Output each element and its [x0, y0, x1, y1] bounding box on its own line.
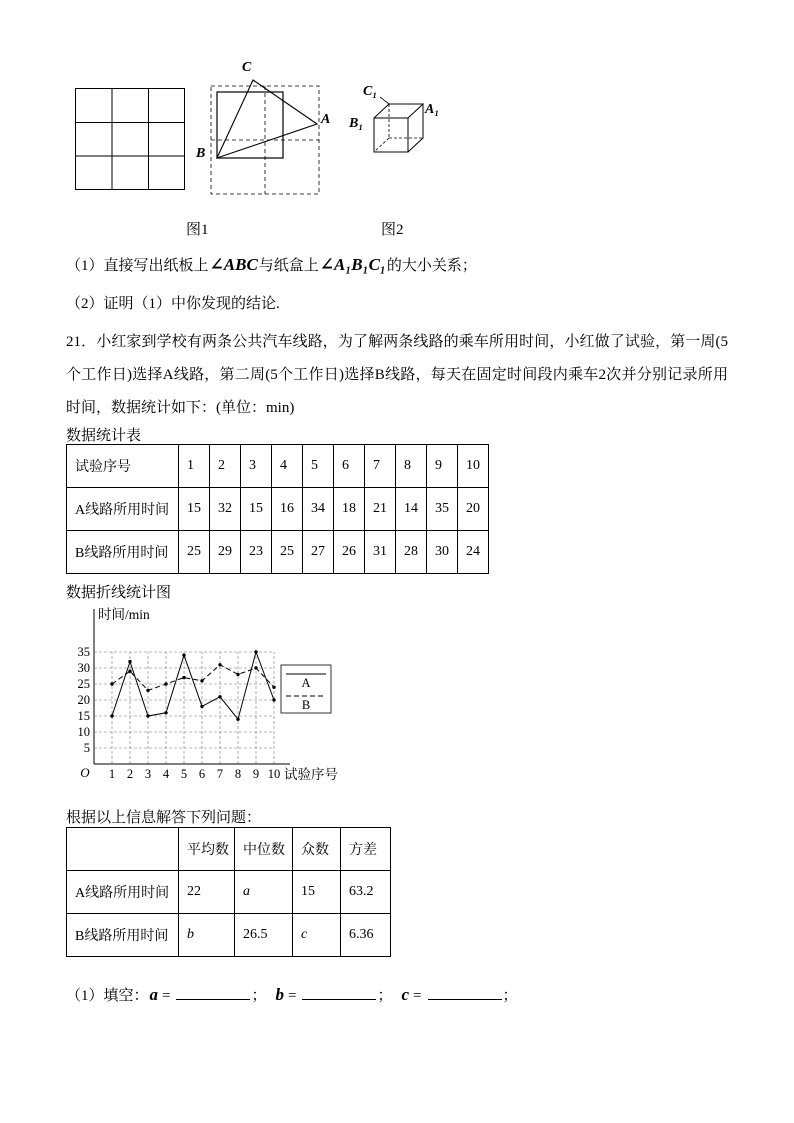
series-line-B — [112, 665, 274, 691]
value-cell: 25 — [179, 531, 210, 574]
followup-line: 根据以上信息解答下列问题： — [66, 810, 262, 826]
answer-blank-a — [176, 984, 250, 1000]
statistics-table-title: 数据统计表 — [66, 428, 142, 444]
figure2-caption: 图2 — [381, 222, 404, 238]
q1-middle: 与纸盒上 — [258, 258, 319, 274]
row-label-cell: 试验序号 — [67, 445, 179, 488]
separator-b: ； — [377, 988, 393, 1004]
y-tick-label: 5 — [83, 741, 90, 755]
x-tick-label: 10 — [267, 767, 281, 781]
value-cell: 14 — [396, 488, 427, 531]
data-point-B — [182, 676, 185, 679]
table-row — [67, 914, 391, 957]
value-cell: b — [179, 914, 235, 957]
table-row — [67, 871, 391, 914]
value-cell: 27 — [303, 531, 334, 574]
q1-suffix: 的大小关系； — [386, 258, 477, 274]
value-cell: 26.5 — [235, 914, 293, 957]
value-cell: 6.36 — [341, 914, 391, 957]
var-c: c — [401, 985, 410, 1004]
value-cell: 21 — [365, 488, 396, 531]
value-cell: 8 — [396, 445, 427, 488]
row-label-cell: A线路所用时间 — [67, 488, 179, 531]
value-cell: 31 — [365, 531, 396, 574]
value-cell: 15 — [179, 488, 210, 531]
fill-in-prefix: （1）填空： — [66, 988, 149, 1004]
q1-prefix: （1）直接写出纸板上 — [66, 258, 209, 274]
table-row — [67, 828, 391, 871]
summary-table — [66, 827, 391, 957]
y-tick-label: 30 — [77, 661, 90, 675]
point-label-a: A — [321, 112, 331, 127]
cardboard-figure — [205, 66, 337, 201]
value-cell: 2 — [210, 445, 241, 488]
fill-in-line — [66, 984, 518, 1005]
row-label-cell: B线路所用时间 — [67, 531, 179, 574]
equals-sign-b: = — [288, 988, 297, 1004]
legend-label-A: A — [301, 676, 311, 690]
value-cell: 30 — [427, 531, 458, 574]
y-tick-label: 20 — [77, 693, 90, 707]
value-cell: 3 — [241, 445, 272, 488]
data-point-A — [128, 660, 131, 663]
question-1-line — [66, 254, 477, 275]
value-cell: a — [235, 871, 293, 914]
legend-label-B: B — [301, 698, 311, 712]
x-tick-label: 2 — [126, 767, 134, 781]
value-cell: 方差 — [341, 828, 391, 871]
value-cell: 35 — [427, 488, 458, 531]
table-row — [67, 488, 489, 531]
data-point-B — [272, 686, 275, 689]
value-cell: 24 — [458, 531, 489, 574]
value-cell: 20 — [458, 488, 489, 531]
x-tick-label: 1 — [108, 767, 116, 781]
statistics-table — [66, 444, 489, 574]
data-point-B — [236, 673, 239, 676]
line-chart-title: 数据折线统计图 — [66, 585, 172, 601]
y-tick-label: 15 — [77, 709, 90, 723]
statistics-table-body — [67, 445, 489, 574]
data-point-B — [110, 682, 113, 685]
angle-abc-formula: ∠ABC — [209, 255, 258, 274]
table-row — [67, 531, 489, 574]
value-cell: 9 — [427, 445, 458, 488]
origin-label: O — [80, 765, 90, 780]
equals-sign-a: = — [162, 988, 171, 1004]
value-cell: 众数 — [293, 828, 341, 871]
data-point-B — [146, 689, 149, 692]
value-cell: 32 — [210, 488, 241, 531]
value-cell: 29 — [210, 531, 241, 574]
y-tick-label: 10 — [77, 725, 90, 739]
table-row — [67, 445, 489, 488]
point-label-a1: A₁ — [425, 102, 440, 117]
value-cell: 1 — [179, 445, 210, 488]
value-cell: 25 — [272, 531, 303, 574]
point-label-b1: B₁ — [349, 116, 364, 131]
data-point-A — [200, 705, 203, 708]
value-cell: 22 — [179, 871, 235, 914]
x-tick-label: 4 — [162, 767, 170, 781]
question-2-line: （2）证明（1）中你发现的结论. — [66, 296, 280, 312]
data-point-A — [272, 698, 275, 701]
value-cell: 18 — [334, 488, 365, 531]
value-cell: 10 — [458, 445, 489, 488]
equals-sign-c: = — [413, 988, 422, 1004]
value-cell: c — [293, 914, 341, 957]
data-point-A — [146, 714, 149, 717]
value-cell: 平均数 — [179, 828, 235, 871]
separator-a: ； — [251, 988, 267, 1004]
data-point-A — [164, 711, 167, 714]
data-point-A — [110, 714, 113, 717]
var-b: b — [275, 985, 284, 1004]
value-cell: 6 — [334, 445, 365, 488]
point-label-b: B — [196, 146, 206, 161]
x-tick-label: 5 — [180, 767, 188, 781]
value-cell: 中位数 — [235, 828, 293, 871]
value-cell: 4 — [272, 445, 303, 488]
x-axis-label: 试验序号 — [284, 767, 338, 782]
data-point-B — [254, 666, 257, 669]
x-tick-label: 8 — [234, 767, 242, 781]
value-cell: 16 — [272, 488, 303, 531]
y-tick-label: 25 — [77, 677, 90, 691]
value-cell: 7 — [365, 445, 396, 488]
data-point-B — [218, 663, 221, 666]
y-axis-label: 时间/min — [98, 607, 150, 622]
data-point-A — [254, 650, 257, 653]
value-cell: 63.2 — [341, 871, 391, 914]
value-cell: 28 — [396, 531, 427, 574]
data-point-A — [236, 718, 239, 721]
point-label-c1: C₁ — [363, 84, 378, 99]
row-label-cell: B线路所用时间 — [67, 914, 179, 957]
x-tick-label: 9 — [252, 767, 260, 781]
grid-figure — [75, 88, 185, 190]
data-point-B — [128, 670, 131, 673]
data-point-A — [182, 654, 185, 657]
separator-c: ； — [502, 988, 518, 1004]
x-tick-label: 3 — [144, 767, 152, 781]
value-cell: 5 — [303, 445, 334, 488]
row-label-cell — [67, 828, 179, 871]
x-tick-label: 6 — [198, 767, 206, 781]
line-chart — [62, 599, 402, 799]
point-label-c: C — [242, 60, 252, 75]
var-a: a — [149, 985, 159, 1004]
problem-21-statement: 21．小红家到学校有两条公共汽车线路，为了解两条线路的乘车所用时间，小红做了试验，第一周(5个工作日)选择A线路，第二周(5个工作日)选择B线路，每天在固定时间段内乘车2次并分别记录所用时间，数据统计如下：(单位：min) — [66, 334, 728, 416]
figure1-caption: 图1 — [186, 222, 209, 238]
row-label-cell: A线路所用时间 — [67, 871, 179, 914]
data-point-A — [218, 695, 221, 698]
value-cell: 26 — [334, 531, 365, 574]
value-cell: 34 — [303, 488, 334, 531]
summary-table-body — [67, 828, 391, 957]
value-cell: 15 — [241, 488, 272, 531]
value-cell: 15 — [293, 871, 341, 914]
answer-blank-c — [428, 984, 502, 1000]
data-point-B — [164, 682, 167, 685]
value-cell: 23 — [241, 531, 272, 574]
x-tick-label: 7 — [216, 767, 224, 781]
data-point-B — [200, 679, 203, 682]
angle-a1b1c1-formula: ∠A₁B₁C₁ — [319, 255, 386, 274]
answer-blank-b — [302, 984, 376, 1000]
series-line-A — [112, 652, 274, 719]
y-tick-label: 35 — [77, 645, 90, 659]
